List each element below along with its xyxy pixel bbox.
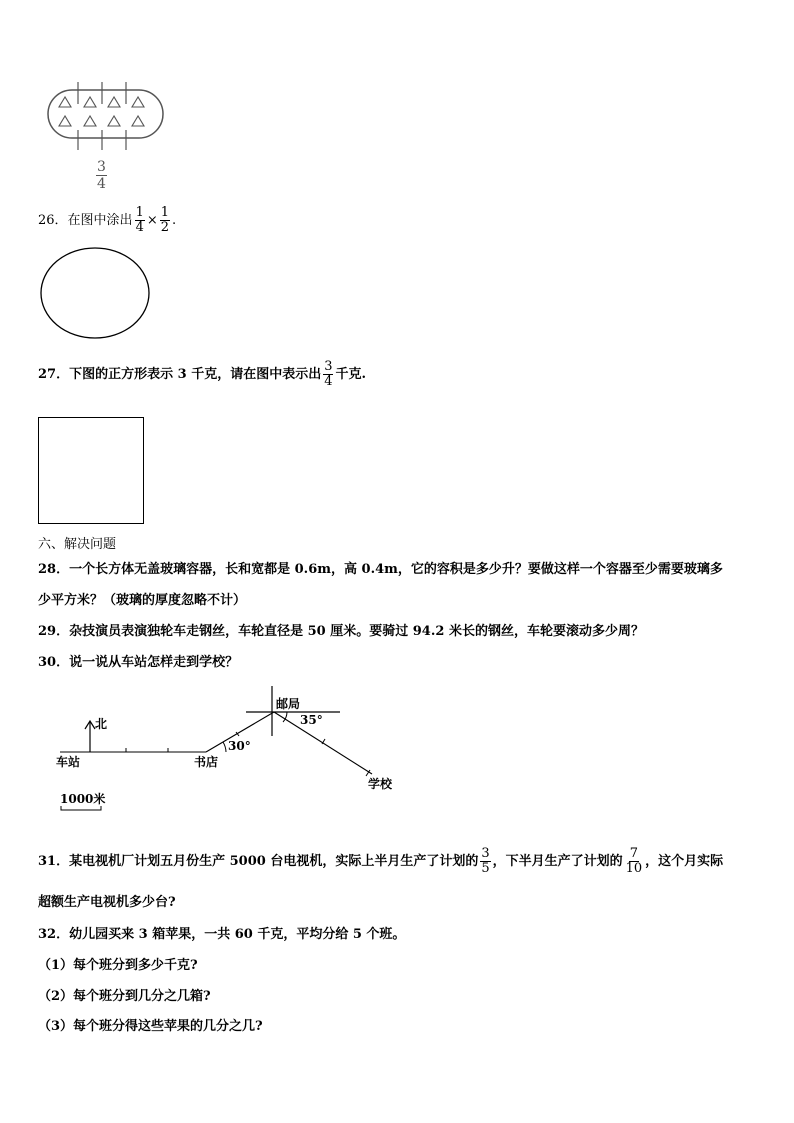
question-text: 一个长方体无盖玻璃容器，长和宽都是 0.6m，高 0.4m，它的容积是多少升？要做这样一个容器至少需要玻璃多	[69, 562, 723, 577]
question-text: 某电视机厂计划五月份生产 5000 台电视机，实际上半月生产了计划的	[69, 854, 479, 869]
fraction-denominator: 4	[324, 374, 333, 389]
question-number: 27．	[38, 367, 70, 382]
fraction-numerator: 3	[324, 359, 333, 374]
question-32	[38, 927, 405, 943]
question-text-end: 千克.	[335, 367, 367, 382]
question-29	[38, 624, 644, 640]
question-text-mid: ，下半月生产了计划的	[492, 854, 623, 869]
question-text-end: ，这个月实际	[645, 854, 724, 869]
fraction-numerator: 1	[135, 205, 144, 220]
question-number: 29．	[38, 624, 70, 639]
question-text: 在图中涂出	[67, 213, 133, 228]
question-text: 杂技演员表演独轮车走钢丝，车轮直径是 50 厘米。要骑过 94.2 米长的钢丝，车轮要滚动多少周？	[69, 624, 644, 639]
question-28	[38, 562, 723, 578]
question-28-line2: 少平方米？（玻璃的厚度忽略不计）	[38, 593, 247, 608]
post-office-label: 邮局	[276, 697, 301, 711]
triangle-grouping-figure	[44, 80, 174, 155]
times-sign: ×	[146, 213, 158, 228]
triangle-shape	[108, 97, 120, 107]
triangle-shape	[132, 97, 144, 107]
question-31	[38, 847, 723, 876]
question-30	[38, 655, 238, 671]
fraction-denominator: 5	[481, 861, 490, 876]
question-31-line2: 超额生产电视机多少台?	[38, 895, 176, 910]
bookstore-label: 书店	[194, 755, 219, 769]
route-map	[50, 682, 410, 812]
question-27	[38, 360, 366, 389]
question-32-sub2: （2）每个班分到几分之几箱?	[38, 989, 211, 1004]
fraction-one-half	[160, 206, 170, 235]
fraction-one-quarter	[135, 206, 145, 235]
question-number: 26．	[38, 213, 68, 228]
triangle-shape	[59, 97, 71, 107]
question-32-sub1: （1）每个班分到多少千克?	[38, 958, 198, 973]
question-26	[38, 206, 176, 235]
north-label: 北	[95, 717, 108, 731]
square-figure	[38, 417, 144, 524]
question-number: 31．	[38, 854, 70, 869]
fraction-three-quarters	[323, 360, 333, 389]
question-number: 28．	[38, 562, 70, 577]
angle-arc-35	[283, 712, 287, 722]
fraction-numerator: 3	[97, 159, 106, 175]
station-label: 车站	[56, 755, 81, 769]
angle-35-label: 35°	[300, 713, 323, 727]
triangle-shape	[132, 116, 144, 126]
fig25-fraction	[94, 159, 109, 192]
triangle-shape	[84, 116, 96, 126]
fraction-three-fifths	[480, 847, 490, 876]
question-text-end: .	[172, 213, 177, 228]
fraction-denominator: 4	[135, 220, 144, 235]
fraction-denominator: 4	[97, 176, 106, 192]
fraction-seven-tenths	[625, 847, 644, 876]
triangle-shape	[59, 116, 71, 126]
fraction-denominator: 10	[625, 861, 643, 876]
question-text: 说一说从车站怎样走到学校？	[69, 655, 239, 670]
fraction-numerator: 1	[160, 205, 170, 220]
question-number: 32．	[38, 927, 70, 942]
scale-label: 1000米	[60, 792, 106, 806]
scale-bar	[61, 806, 101, 810]
school-label: 学校	[368, 777, 393, 791]
section-title: 六、解决问题	[38, 537, 117, 552]
fraction-denominator: 2	[160, 220, 170, 235]
triangle-shape	[84, 97, 96, 107]
ellipse-figure	[38, 245, 154, 341]
triangle-shape	[108, 116, 120, 126]
question-text: 下图的正方形表示 3 千克，请在图中表示出	[69, 367, 322, 382]
fraction-numerator: 7	[629, 846, 639, 861]
ellipse-shape	[41, 248, 149, 338]
question-text: 幼儿园买来 3 箱苹果，一共 60 千克，平均分给 5 个班。	[69, 927, 406, 942]
question-32-sub3: （3）每个班分得这些苹果的几分之几?	[38, 1019, 263, 1034]
question-number: 30．	[38, 655, 70, 670]
fraction-numerator: 3	[481, 846, 490, 861]
angle-arc-30	[223, 742, 226, 752]
angle-30-label: 30°	[228, 739, 251, 753]
